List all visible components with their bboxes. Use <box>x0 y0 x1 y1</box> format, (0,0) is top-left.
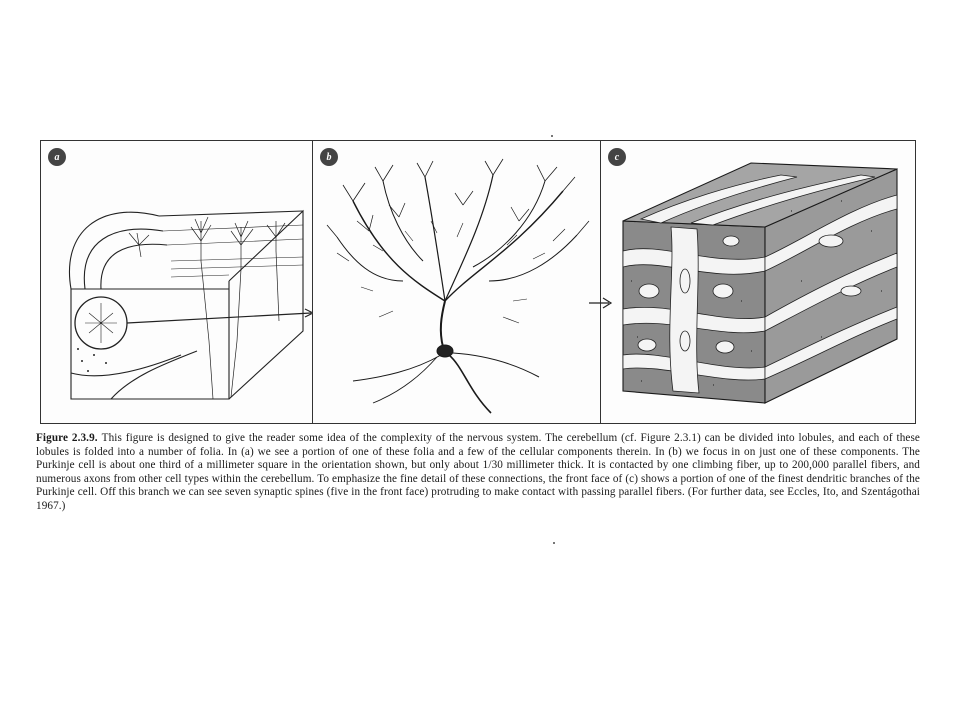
panel-b <box>313 141 601 423</box>
folium-block-illustration <box>41 141 313 423</box>
panel-label-b: b <box>320 148 338 166</box>
panel-c <box>601 141 915 423</box>
caption-label: Figure 2.3.9. <box>36 432 98 444</box>
arrow-b-to-c <box>589 295 615 311</box>
scan-speck <box>553 542 555 544</box>
purkinje-cell-illustration <box>313 141 601 423</box>
dendrite-cube-illustration <box>601 141 915 423</box>
figure-panel-strip <box>40 140 916 424</box>
panel-a <box>41 141 313 423</box>
figure-caption <box>36 432 920 514</box>
scan-speck <box>551 135 553 137</box>
caption-text: This figure is designed to give the reader some idea of the complexity of the nervous system. The cerebellum (cf. Figure 2.3.1) can be divided into lobules, and each of these lobules is folded into a number of folia. In (a) we see a portion of one of these folia and a few of the cellular components therein. In (b) we focus in on just one of these components. The Purkinje cell is about one third of a millimeter square in the orientation shown, but only about 1/30 millimeter thick. It is contacted by one climbing fiber, up to 200,000 parallel fibers, and numerous axons from other cell types within the cerebellum. To emphasize the fine detail of these connections, the front face of (c) shows a portion of one of the finest dendritic branches of the Purkinje cell. Off this branch we can see seven synaptic spines (five in the front face) protruding to make contact with passing parallel fibers. (For further data, see Eccles, Ito, and Szentágothai 1967.) <box>36 432 920 512</box>
panel-label-c: c <box>608 148 626 166</box>
panel-label-a: a <box>48 148 66 166</box>
